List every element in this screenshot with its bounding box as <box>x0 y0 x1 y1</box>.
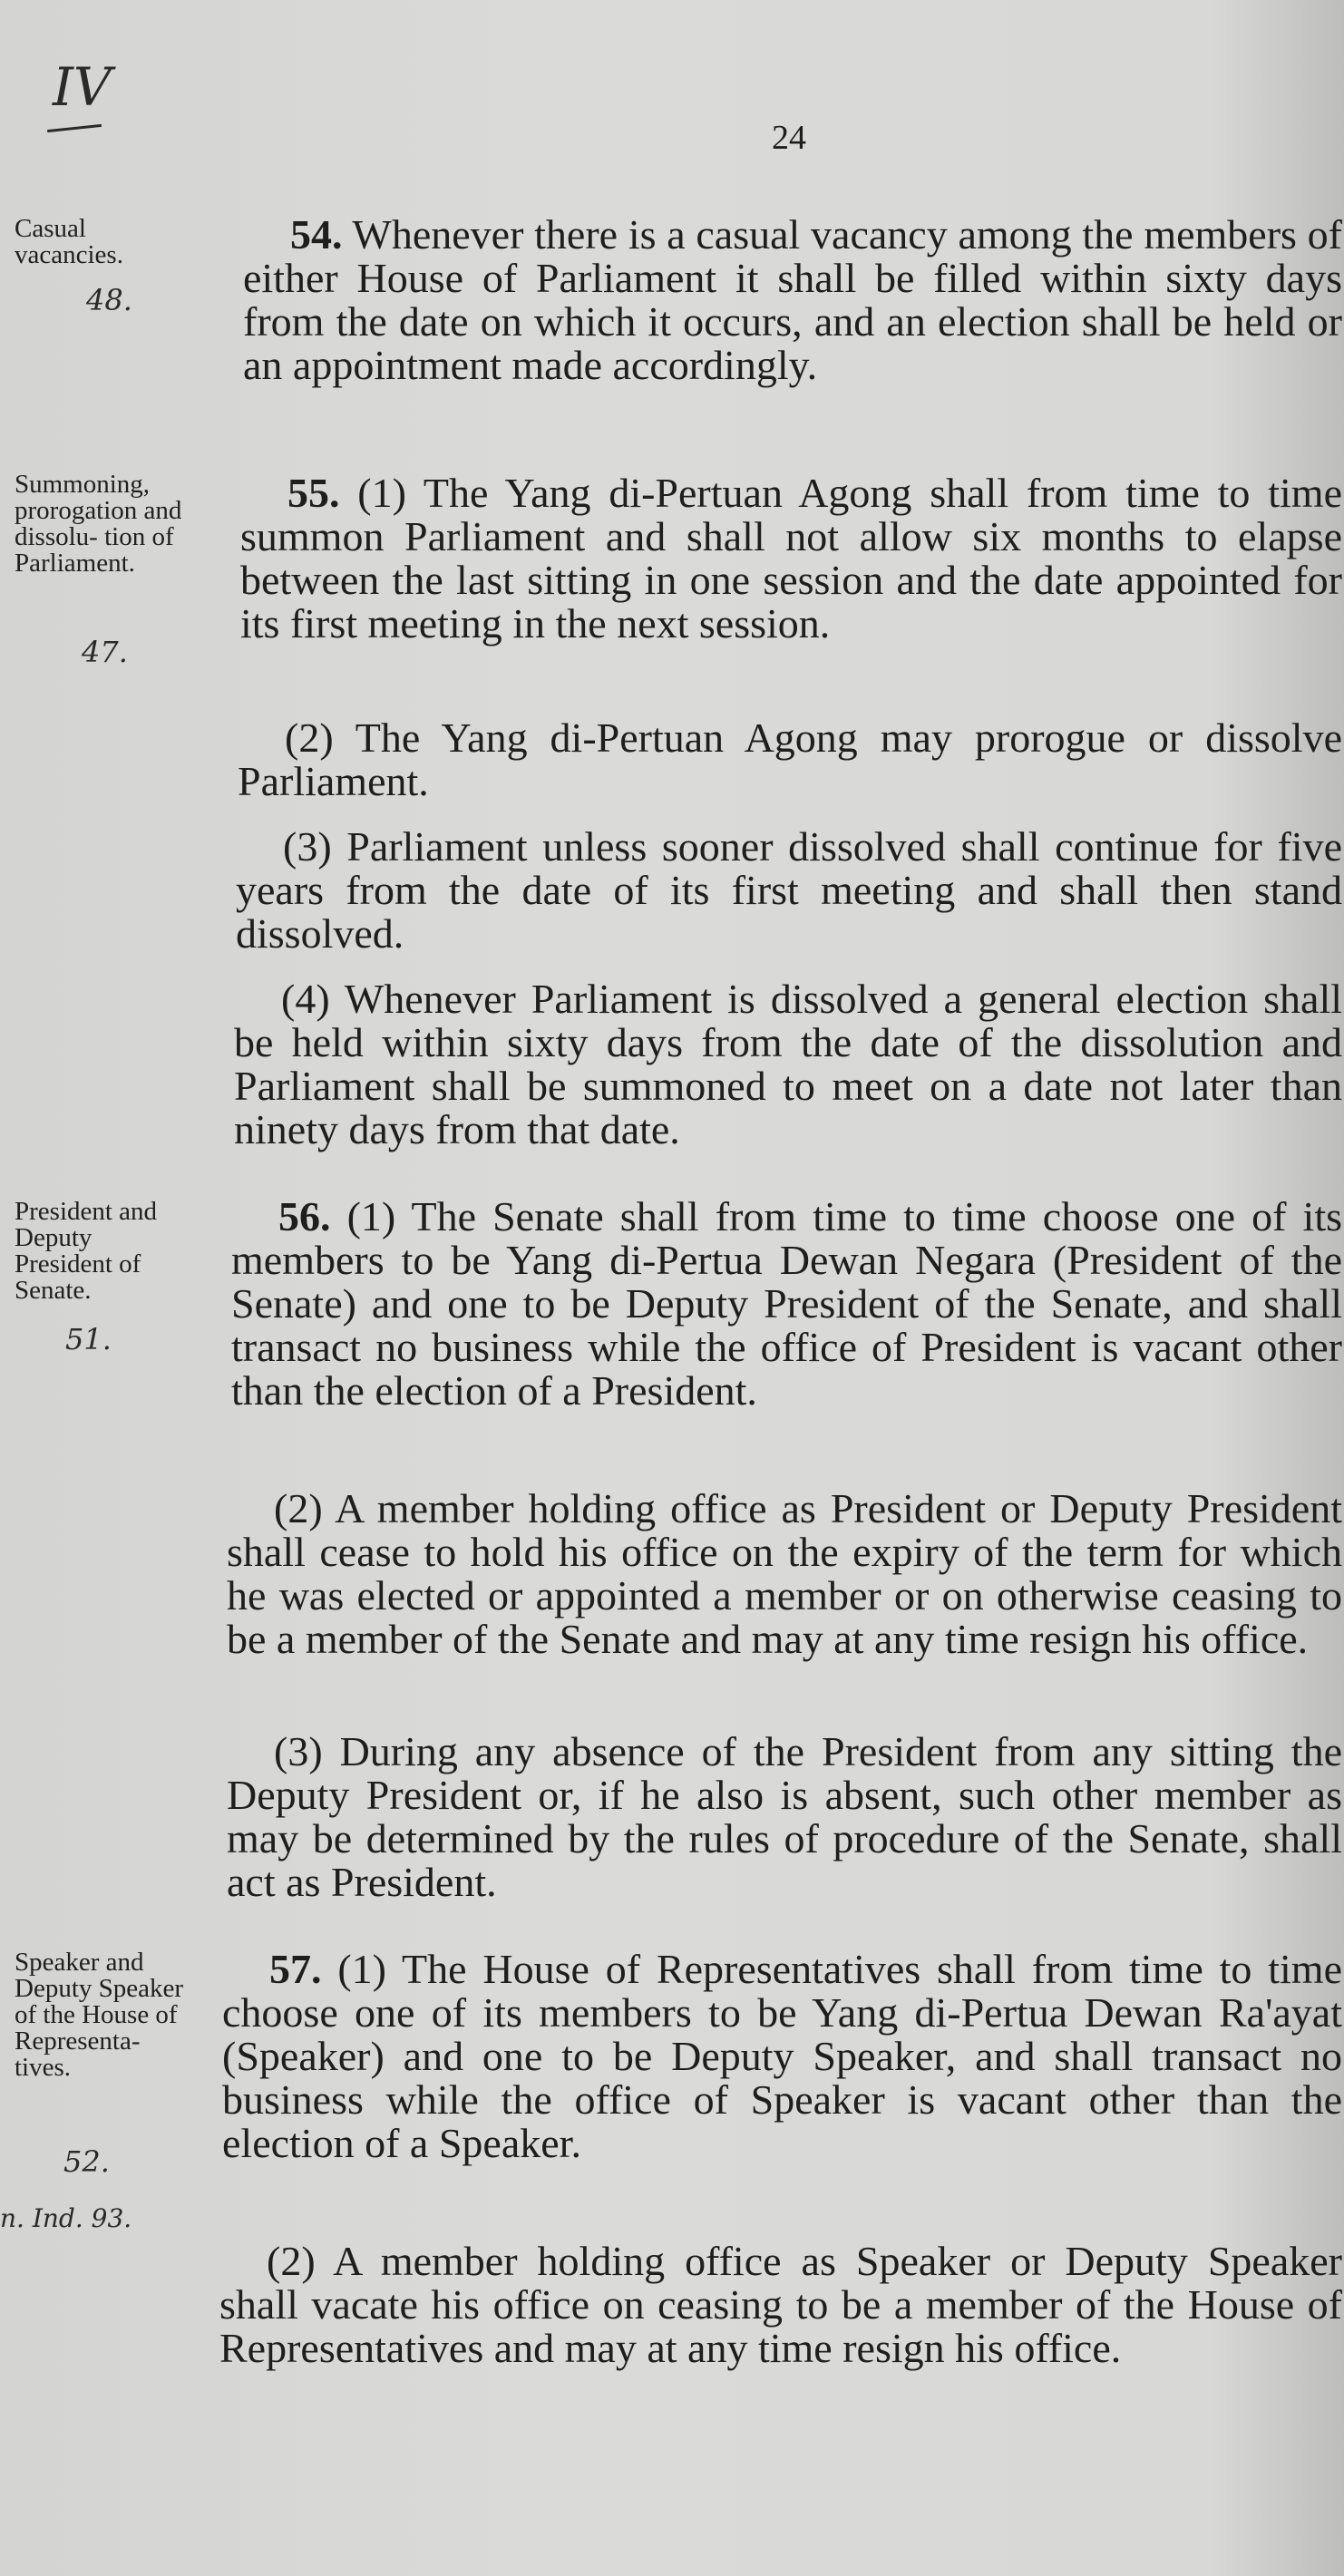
article-54 <box>243 213 1342 387</box>
margin-note-text: Casual vacancies. <box>15 214 123 269</box>
margin-note-text: President and Deputy President of Senate. <box>15 1197 158 1305</box>
article-text: (1) The Yang di-Pertuan Agong shall from time to time summon Parliament and shall not allow six months to elapse between the last sitting in one session and the date appointed for its first meeting in the next session. <box>240 470 1342 646</box>
margin-note-reference: 47. <box>82 635 128 669</box>
article-text: (1) The Senate shall from time to time choose one of its members to be Yang di-Pertua Dewan Negara (President of the Senate) and one to be Deputy President of the Senate, and shall transact no business while the office of President is vacant other than the election of a President. <box>231 1193 1342 1414</box>
article-55-clause-2: (2) The Yang di-Pertuan Agong may prorogue or dissolve Parliament. <box>238 714 1342 804</box>
margin-note-president-senate <box>15 1199 187 1304</box>
article-text: (1) The House of Representatives shall from time to time choose one of its members to be Yang di-Pertua Dewan Ra'ayat (Speaker) and one to be Deputy Speaker, and shall transact no business while the office of Speaker is vacant other than the election of a Speaker. <box>222 1946 1343 2166</box>
article-text: Whenever there is a casual vacancy among the members of either House of Parliament it shall be filled within sixty days from the date on which it occurs, and an election shall be held or an appointment made accordingly. <box>243 211 1343 388</box>
margin-note-reference: 52. <box>63 2144 110 2179</box>
article-57-clause-1 <box>222 1948 1342 2165</box>
article-56-clause-1 <box>231 1195 1342 1413</box>
article-number: 54. <box>290 211 343 258</box>
margin-note-reference: 51. <box>65 1322 112 1356</box>
margin-note-reference: n. Ind. 93. <box>0 2203 132 2233</box>
article-number: 57. <box>269 1946 322 1992</box>
margin-note-text: Speaker and Deputy Speaker of the House of Representa- tives. <box>15 1948 184 2082</box>
handwritten-roman-numeral: IV <box>53 56 112 118</box>
article-number: 55. <box>287 470 340 516</box>
margin-note-speaker <box>15 1949 200 2081</box>
article-57-clause-2: (2) A member holding office as Speaker or Deputy Speaker shall vacate his office on ceasing to be a member of the House of Representatives and may at any time resign his office. <box>219 2238 1342 2371</box>
margin-note-text: Summoning, prorogation and dissolu- tion of Parliament. <box>15 470 182 578</box>
margin-note-reference: 48. <box>86 283 132 317</box>
article-56-clause-3: (3) During any absence of the President from any sitting the Deputy President or, if he also is absent, such other member as may be determined by the rules of procedure of the Senate, shall act as President. <box>227 1728 1342 1905</box>
page-number: 24 <box>772 119 806 157</box>
article-55-clause-1 <box>240 471 1342 646</box>
article-55-clause-4: (4) Whenever Parliament is dissolved a general election shall be held within sixty days from the date of the dissolution and Parliament shall be summoned to meet on a date not later than ninety days from that date. <box>234 976 1342 1152</box>
article-56-clause-2: (2) A member holding office as President or Deputy President shall cease to hold his office on the expiry of the term for which he was elected or appointed a member or on otherwise ceasing to be a member of the Senate and may at any time resign his office. <box>227 1485 1342 1662</box>
article-55-clause-3: (3) Parliament unless sooner dissolved shall continue for five years from the date of its first meeting and shall then stand dissolved. <box>236 823 1342 957</box>
margin-note-casual-vacancies <box>15 216 196 268</box>
article-number: 56. <box>278 1193 331 1239</box>
margin-note-summoning <box>15 471 205 577</box>
